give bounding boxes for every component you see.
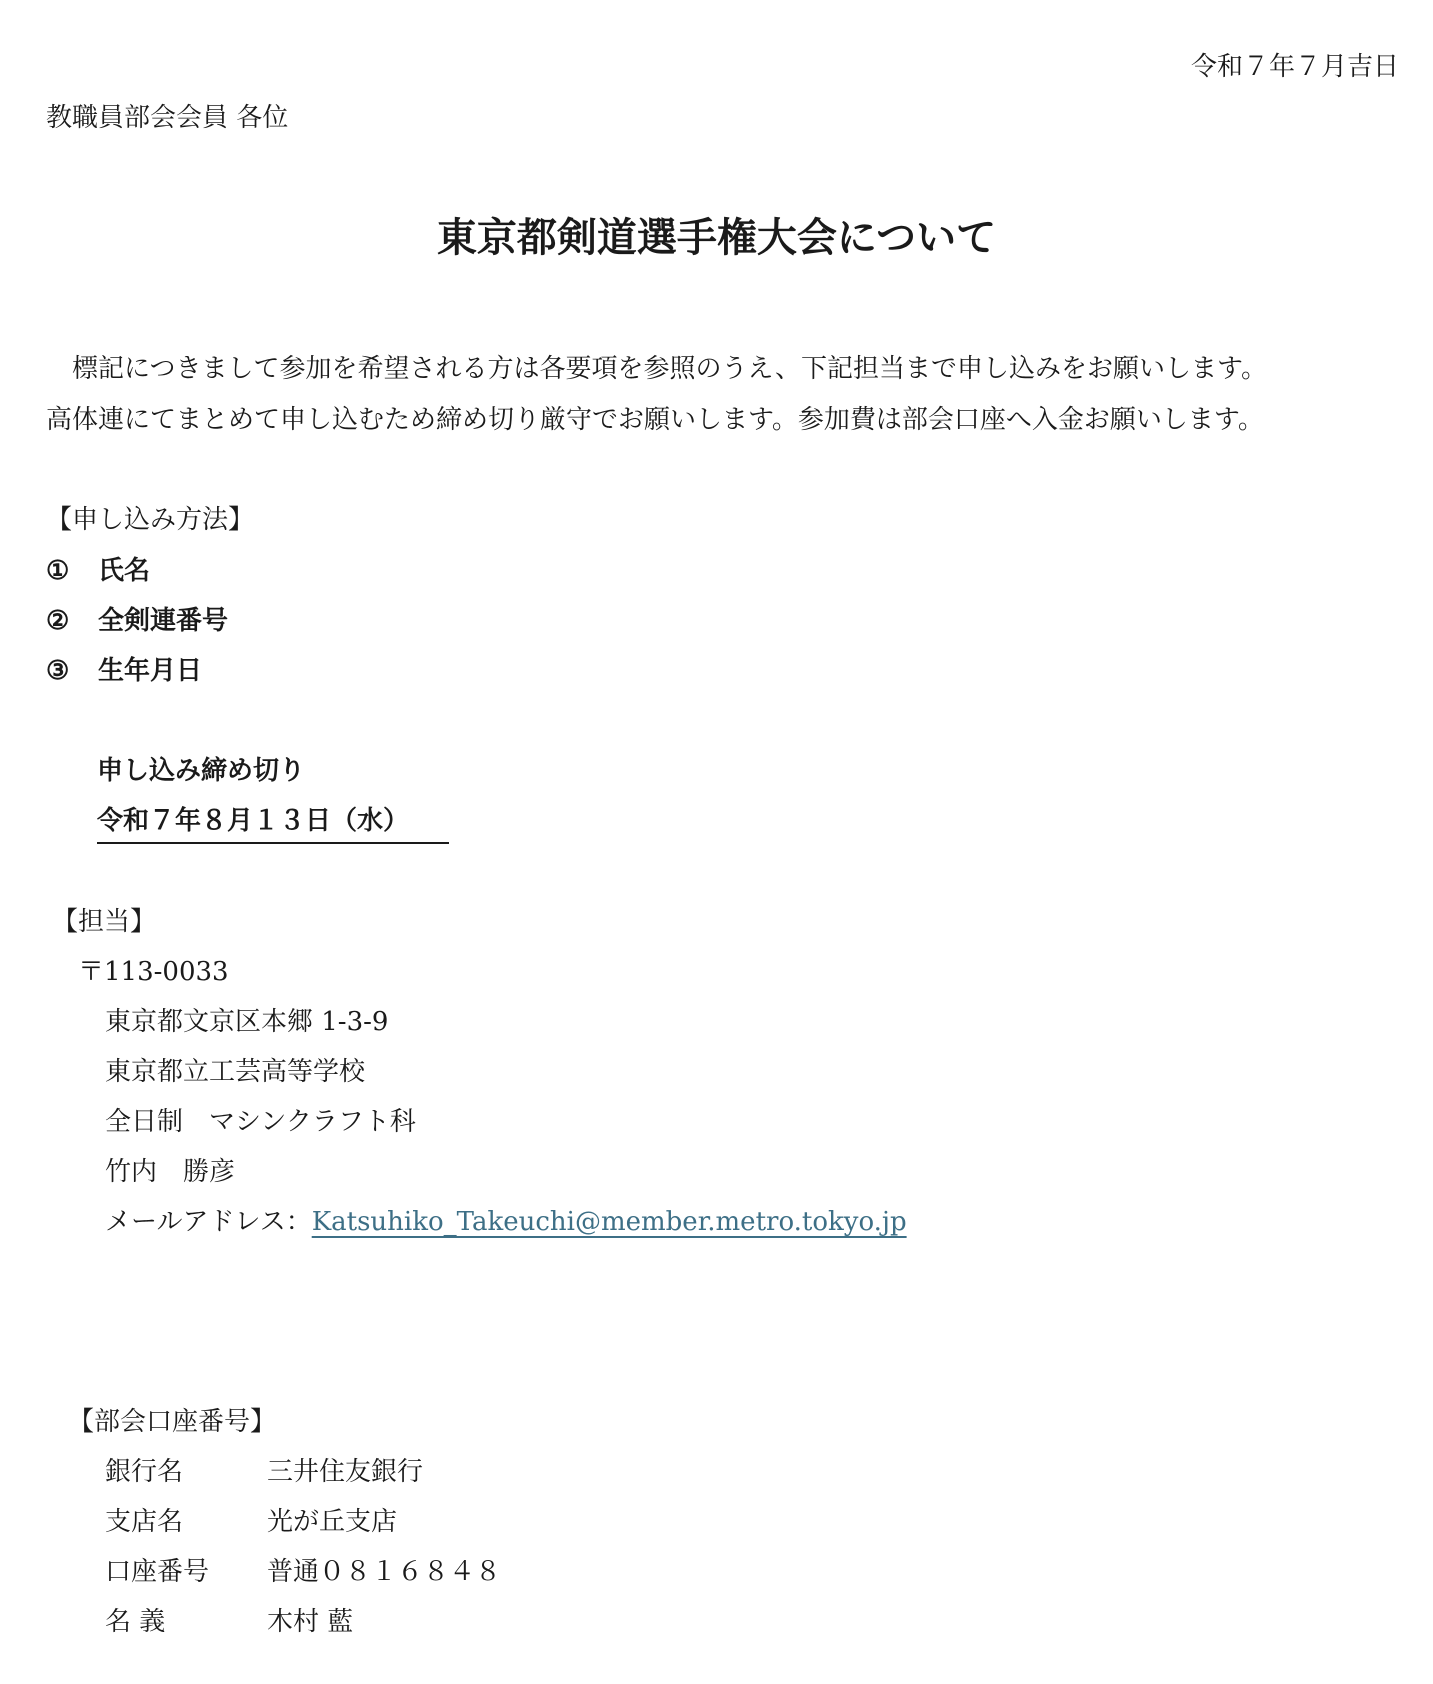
method-item [46,604,228,638]
bank-row-value: 三井住友銀行 [267,1457,424,1487]
bank-row [105,1505,397,1539]
method-heading: 【申し込み方法】 [46,505,255,535]
document-date: 令和７年７月吉日 [1190,52,1399,82]
bank-row-label: 口座番号 [105,1557,210,1587]
bank-row-label: 支店名 [105,1507,184,1537]
deadline-label: 申し込み締め切り [97,756,306,786]
body-paragraph-line-2: 高体連にてまとめて申し込むため締め切り厳守でお願いします。参加費は部会口座へ入金お願いします。 [46,405,1264,435]
postal-code: 〒113-0033 [78,957,229,987]
contact-school: 東京都立工芸高等学校 [105,1057,366,1087]
document-title: 東京都剣道選手権大会について [436,214,997,261]
item-number: ③ [46,656,70,686]
bank-row-label: 名 義 [105,1607,166,1637]
bank-row [105,1455,423,1489]
bank-row-value: 木村 藍 [267,1607,354,1637]
contact-department: 全日制 マシンクラフト科 [105,1107,416,1137]
recipient-line: 教職員部会会員 各位 [46,103,289,133]
contact-address: 東京都文京区本郷 1-3-9 [105,1007,389,1037]
bank-row-label: 銀行名 [105,1457,184,1487]
bank-row-value: 光が丘支店 [267,1507,398,1537]
contact-email-row [105,1205,907,1239]
item-label: 氏名 [98,556,151,586]
method-item [46,654,202,688]
item-number: ② [46,606,70,636]
bank-heading: 【部会口座番号】 [68,1407,277,1437]
contact-person: 竹内 勝彦 [105,1157,236,1187]
bank-row-value: 普通０８１６８４８ [267,1557,502,1587]
item-label: 全剣連番号 [98,606,229,636]
contact-heading: 【担当】 [52,907,157,937]
deadline-date: 令和７年８月１３日（水） [97,804,449,844]
body-paragraph-line-1: 標記につきまして参加を希望される方は各要項を参照のうえ、下記担当まで申し込みをお願いします。 [46,354,1267,384]
email-link[interactable]: Katsuhiko_Takeuchi@member.metro.tokyo.jp [311,1207,907,1237]
item-number: ① [46,556,70,586]
bank-row [105,1605,353,1639]
email-label: メールアドレス： [105,1207,312,1237]
method-item [46,554,150,588]
bank-row [105,1555,501,1589]
item-label: 生年月日 [98,656,203,686]
